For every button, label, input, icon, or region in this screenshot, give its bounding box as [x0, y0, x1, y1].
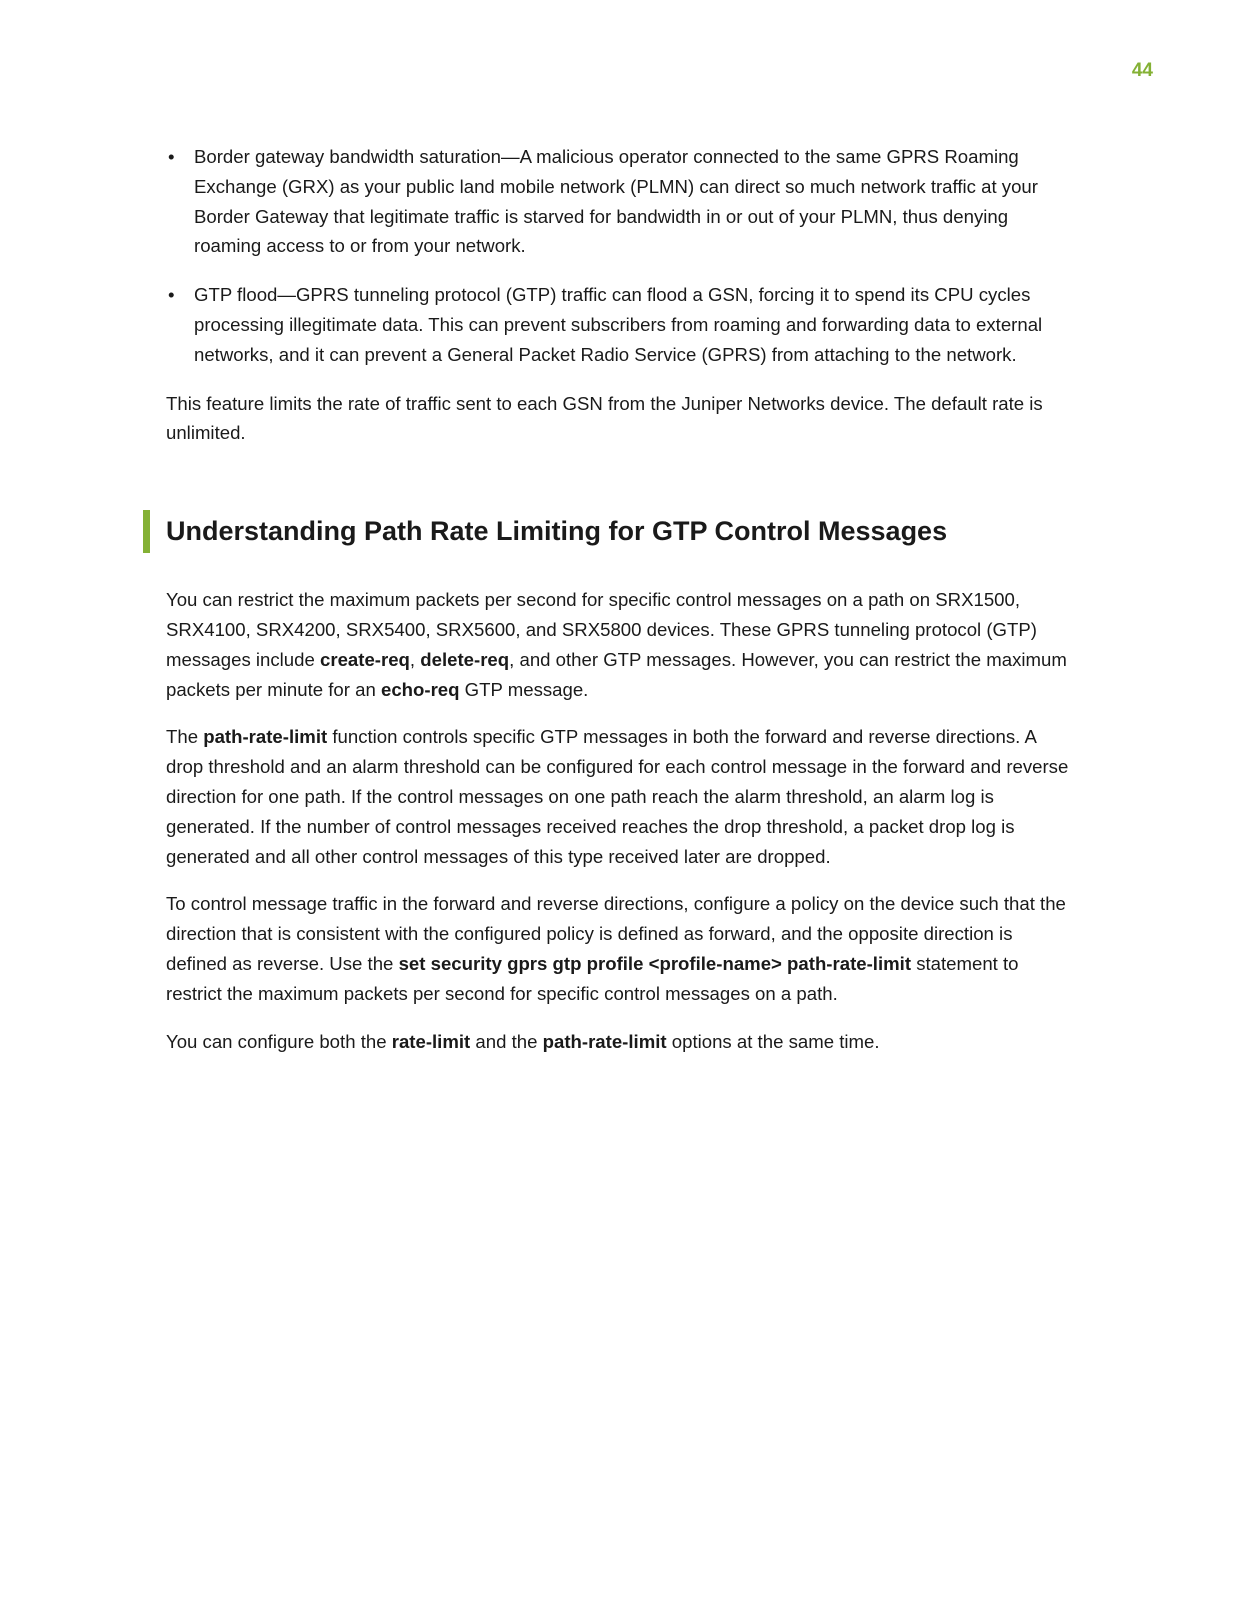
section-title: Understanding Path Rate Limiting for GTP Control Messages: [166, 516, 948, 547]
command-statement: set security gprs gtp profile <profile-name> path-rate-limit: [398, 952, 912, 974]
text-run: To control message traffic in the forward and reverse directions, configure a policy on the device such that the direction that is consistent with the configured policy is defined as forward, and the opposite direction is defined as reverse. Use the: [166, 893, 1066, 974]
text-run: function controls specific GTP messages in both the forward and reverse directions. A drop threshold and an alarm threshold can be configured for each control message in the forward and reverse direction for one path. If the control messages on one path reach the alarm threshold, an alarm log is generated. If the number of control messages received reaches the drop threshold, a packet drop log is generated and all other control messages of this type received later are dropped.: [166, 726, 1069, 867]
bullet-icon: •: [168, 146, 175, 167]
paragraph-2: [166, 722, 1076, 871]
text-run: The: [166, 726, 204, 748]
document-body: [166, 142, 1076, 1074]
keyword-echo-req: echo-req: [380, 678, 460, 700]
paragraph-3: [166, 889, 1076, 1008]
list-item: [166, 142, 1076, 261]
text-run: You can restrict the maximum packets per second for specific control messages on a path on SRX1500, SRX4100, SRX4200, SRX5400, SRX5600, and SRX5800 devices. These GPRS tunneling protocol (GTP) messages include: [166, 589, 1037, 670]
keyword-path-rate-limit: path-rate-limit: [542, 1030, 667, 1052]
keyword-delete-req: delete-req: [420, 648, 510, 670]
text-run: You can configure both the: [166, 1030, 392, 1052]
page-number: 44: [1131, 60, 1153, 81]
text-run: GTP message.: [459, 678, 589, 700]
text-run: options at the same time.: [666, 1030, 880, 1052]
bullet-text: Border gateway bandwidth saturation—A malicious operator connected to the same GPRS Roaming Exchange (GRX) as your public land mobile network (PLMN) can direct so much network traffic at your Border Gateway that legitimate traffic is starved for bandwidth in or out of your PLMN, thus denying roaming access to or from your network.: [194, 146, 1038, 257]
bullet-list: [166, 142, 1076, 370]
keyword-rate-limit: rate-limit: [391, 1030, 471, 1052]
text-run: ,: [409, 648, 421, 670]
keyword-path-rate-limit: path-rate-limit: [203, 726, 328, 748]
text-run: statement to restrict the maximum packets per second for specific control messages on a path.: [166, 952, 1019, 1004]
bullet-text: GTP flood—GPRS tunneling protocol (GTP) traffic can flood a GSN, forcing it to spend its CPU cycles processing illegitimate data. This can prevent subscribers from roaming and forwarding data to external networks, and it can prevent a General Packet Radio Service (GPRS) from attaching to the network.: [194, 284, 1043, 365]
section-accent-bar: [143, 510, 150, 553]
section-header: [166, 512, 1076, 550]
text-run: , and other GTP messages. However, you can restrict the maximum packets per minute for an: [166, 648, 1067, 700]
intro-paragraph: This feature limits the rate of traffic sent to each GSN from the Juniper Networks device. The default rate is unlimited.: [166, 392, 1043, 444]
paragraph-1: [166, 585, 1076, 704]
text-run: and the: [470, 1030, 543, 1052]
list-item: [166, 280, 1076, 369]
bullet-icon: •: [168, 284, 175, 306]
keyword-create-req: create-req: [320, 648, 410, 670]
paragraph-4: [166, 1027, 1076, 1057]
